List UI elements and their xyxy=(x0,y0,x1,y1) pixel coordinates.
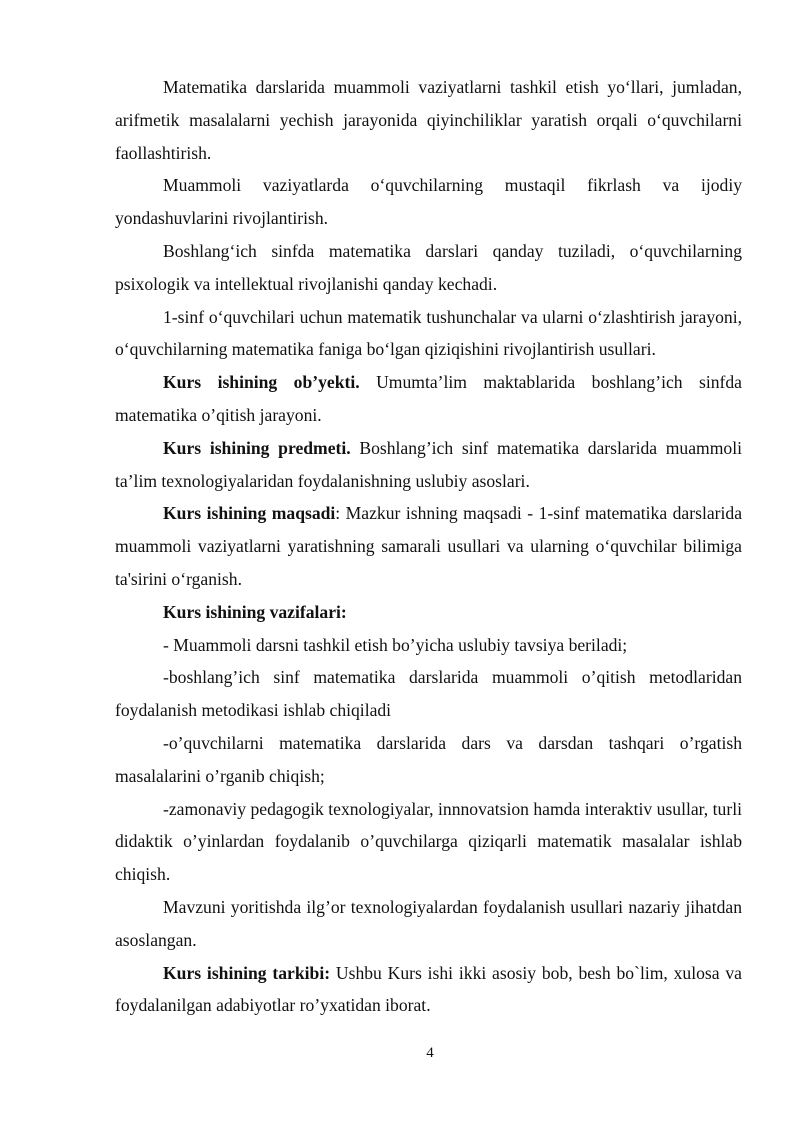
paragraph-text: Umumta’lim maktablarida boshlang’ich sinfda matematika o’qitish jarayoni. xyxy=(115,372,742,425)
paragraph xyxy=(115,169,742,235)
paragraph-bold: Kurs ishining tarkibi: xyxy=(163,962,331,983)
paragraph-text: Ushbu Kurs ishi ikki asosiy bob, besh bo`lim, xulosa va foydalanilgan adabiyotlar ro’yxatidan iborat. xyxy=(115,962,742,1016)
paragraph xyxy=(115,661,742,727)
paragraph xyxy=(115,629,742,662)
paragraph-text: 1-sinf o‘quvchilari uchun matematik tushunchalar va ularni o‘zlashtirish jarayoni, o‘quvchilarning matematika faniga bo‘lgan qiziqishini rivojlantirish usullari. xyxy=(115,306,742,360)
paragraph xyxy=(115,957,742,1023)
paragraph xyxy=(115,235,742,301)
paragraph xyxy=(115,497,742,595)
paragraph xyxy=(115,301,742,367)
paragraph-text: : Mazkur ishning maqsadi - 1-sinf matematika darslarida muammoli vaziyatlarni yaratishning samarali usullari va ularning o‘quvchilar bilimiga ta'sirini o‘rganish. xyxy=(115,503,742,589)
paragraph-text: Muammoli vaziyatlarda o‘quvchilarning mustaqil fikrlash va ijodiy yondashuvlarini rivojlantirish. xyxy=(115,175,742,229)
paragraph-text: -o’quvchilarni matematika darslarida dars va darsdan tashqari o’rgatish masalalarini o’rganib chiqish; xyxy=(115,732,742,786)
paragraph xyxy=(115,432,742,498)
body-text xyxy=(115,71,742,1022)
paragraph-text: Mavzuni yoritishda ilg’or texnologiyalardan foydalanish usullari nazariy jihatdan asoslangan. xyxy=(115,896,742,950)
paragraph xyxy=(115,71,742,169)
paragraph xyxy=(115,366,742,432)
paragraph-text: Boshlang‘ich sinfda matematika darslari qanday tuziladi, o‘quvchilarning psixologik va intellektual rivojlanishi qanday kechadi. xyxy=(115,240,742,294)
page-number: 4 xyxy=(426,1045,434,1061)
paragraph-text: -boshlang’ich sinf matematika darslarida muammoli o’qitish metodlaridan foydalanish metodikasi ishlab chiqiladi xyxy=(115,667,742,721)
paragraph-bold: Kurs ishining vazifalari: xyxy=(163,601,347,622)
paragraph-text: -zamonaviy pedagogik texnologiyalar, innnovatsion hamda interaktiv usullar, turli didaktik o’yinlardan foydalanib o’quvchilarga qiziqarli matematik masalalar ishlab chiqish. xyxy=(115,798,742,885)
paragraph xyxy=(115,727,742,793)
paragraph-bold: Kurs ishining maqsadi xyxy=(163,503,336,524)
paragraph-text: Boshlang’ich sinf matematika darslarida muammoli ta’lim texnologiyalaridan foydalanishning uslubiy asoslari. xyxy=(115,437,742,491)
paragraph-bold: Kurs ishining ob’yekti. xyxy=(163,372,360,393)
paragraph-text: Matematika darslarida muammoli vaziyatlarni tashkil etish yo‘llari, jumladan, arifmetik masalalarni yechish jarayonida qiyinchiliklar yaratish orqali o‘quvchilarni faollashtirish. xyxy=(115,77,742,163)
paragraph-text: - Muammoli darsni tashkil etish bo’yicha uslubiy tavsiya beriladi; xyxy=(163,634,628,655)
paragraph xyxy=(115,891,742,957)
paragraph-bold: Kurs ishining predmeti. xyxy=(163,437,351,458)
paragraph xyxy=(115,596,742,629)
paragraph xyxy=(115,793,742,891)
